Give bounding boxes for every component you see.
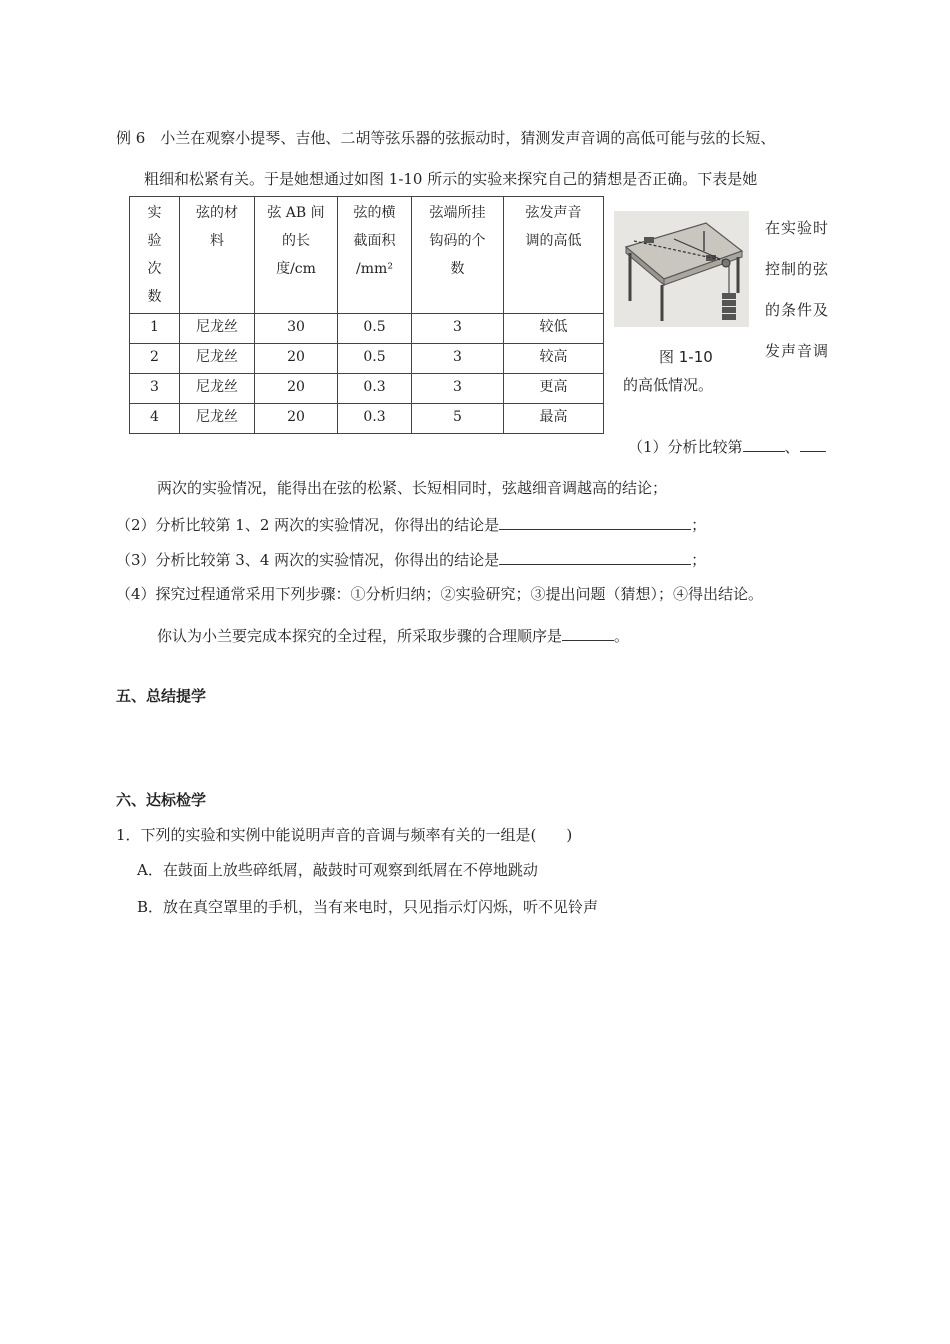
figure-caption: 图 1-10 <box>659 348 713 366</box>
question-2 <box>116 514 706 535</box>
mc-option-b: B．放在真空罩里的手机，当有来电时，只见指示灯闪烁，听不见铃声 <box>137 898 599 916</box>
cell: 更高 <box>504 374 604 404</box>
header-material: 弦的材 料 <box>180 197 255 314</box>
header-length: 弦 AB 间 的长 度/cm <box>255 197 338 314</box>
header-area: 弦的横 截面积 /mm² <box>338 197 412 314</box>
figure-side-text <box>765 208 829 372</box>
header-trial: 实 验 次 数 <box>130 197 180 314</box>
q3-text: （3）分析比较第 3、4 两次的实验情况，你得出的结论是 <box>116 551 500 569</box>
table-header-row <box>130 197 604 314</box>
cell: 0.5 <box>338 314 412 344</box>
cell: 30 <box>255 314 338 344</box>
q4-cont-text: 你认为小兰要完成本探究的全过程，所采取步骤的合理顺序是 <box>157 627 563 645</box>
cell: 最高 <box>504 404 604 434</box>
cell: 较高 <box>504 344 604 374</box>
question-3 <box>116 549 706 570</box>
figure-after-caption: 的高低情况。 <box>623 376 714 394</box>
cell: 0.5 <box>338 344 412 374</box>
answer-blank[interactable] <box>499 549 691 565</box>
cell: 20 <box>255 404 338 434</box>
q4-end: 。 <box>614 627 630 645</box>
side-text-line: 的条件及 <box>765 301 830 319</box>
table-row <box>130 374 604 404</box>
cell: 尼龙丝 <box>180 404 255 434</box>
string-experiment-figure <box>614 211 749 327</box>
cell: 4 <box>130 404 180 434</box>
question-1-cont: 两次的实验情况，能得出在弦的松紧、长短相同时，弦越细音调越高的结论； <box>157 479 668 497</box>
cell: 尼龙丝 <box>180 374 255 404</box>
cell: 3 <box>412 374 504 404</box>
mc-option-a: A．在鼓面上放些碎纸屑，敲鼓时可观察到纸屑在不停地跳动 <box>137 861 538 879</box>
header-weights: 弦端所挂 钩码的个 数 <box>412 197 504 314</box>
header-pitch: 弦发声音 调的高低 <box>504 197 604 314</box>
q3-end: ； <box>691 551 707 569</box>
cell: 0.3 <box>338 404 412 434</box>
section-five-heading: 五、总结提学 <box>116 687 207 705</box>
side-text-line: 控制的弦 <box>765 260 830 278</box>
q2-text: （2）分析比较第 1、2 两次的实验情况，你得出的结论是 <box>116 516 500 534</box>
cell: 尼龙丝 <box>180 344 255 374</box>
question-4: （4）探究过程通常采用下列步骤：①分析归纳；②实验研究；③提出问题（猜想）；④得出结论。 <box>116 585 764 603</box>
q2-end: ； <box>691 516 707 534</box>
cell: 20 <box>255 374 338 404</box>
question-4-cont <box>157 625 629 646</box>
table-row <box>130 344 604 374</box>
answer-blank[interactable] <box>499 514 691 530</box>
example-line-1: 例 6 小兰在观察小提琴、吉他、二胡等弦乐器的弦振动时，猜测发声音调的高低可能与弦的长短、 <box>116 129 776 147</box>
answer-blank[interactable] <box>562 625 614 641</box>
side-text-line: 发声音调 <box>765 342 830 360</box>
answer-blank[interactable] <box>743 436 785 452</box>
cell: 5 <box>412 404 504 434</box>
question-1-start <box>628 436 826 457</box>
cell: 20 <box>255 344 338 374</box>
cell: 较低 <box>504 314 604 344</box>
cell: 3 <box>412 344 504 374</box>
table-row <box>130 404 604 434</box>
cell: 3 <box>130 374 180 404</box>
section-six-heading: 六、达标检学 <box>116 791 207 809</box>
mc-question-1: 1．下列的实验和实例中能说明声音的音调与频率有关的一组是( ) <box>116 826 573 844</box>
side-text-line: 在实验时 <box>765 219 830 237</box>
cell: 2 <box>130 344 180 374</box>
answer-blank[interactable] <box>800 436 826 452</box>
q1-sep: 、 <box>784 438 800 456</box>
table-row <box>130 314 604 344</box>
cell: 尼龙丝 <box>180 314 255 344</box>
cell: 0.3 <box>338 374 412 404</box>
cell: 3 <box>412 314 504 344</box>
cell: 1 <box>130 314 180 344</box>
experiment-table <box>129 196 604 434</box>
q1-text: （1）分析比较第 <box>628 438 743 456</box>
example-line-2: 粗细和松紧有关。于是她想通过如图 1-10 所示的实验来探究自己的猜想是否正确。下表是她 <box>144 170 758 188</box>
